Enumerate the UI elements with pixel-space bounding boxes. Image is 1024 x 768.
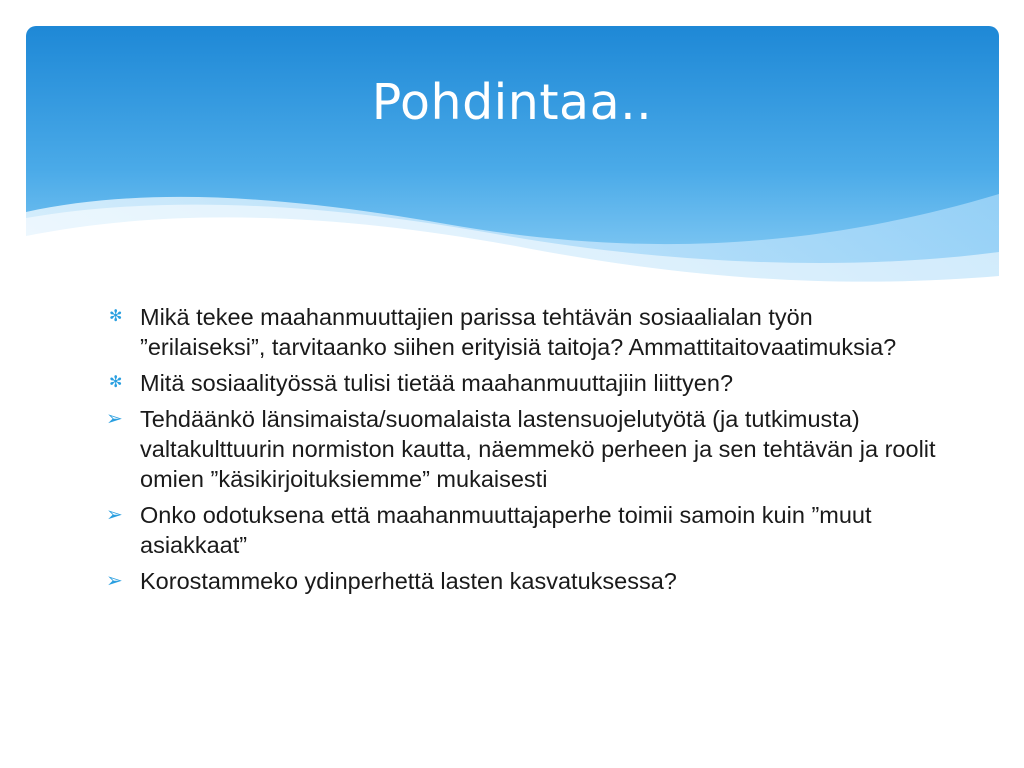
list-item [106, 404, 936, 494]
list-item [106, 302, 936, 362]
list-item [106, 566, 936, 596]
star-icon: ✻ [109, 374, 123, 391]
list-item [106, 368, 936, 398]
arrow-icon: ➢ [106, 408, 123, 430]
bullet-text: Tehdäänkö länsimaista/suomalaista lastensuojelutyötä (ja tutkimusta) valtakulttuurin normiston kautta, näemmekö perheen ja sen tehtävän ja roolit omien ”käsikirjoituksiemme” mukaisesti [140, 406, 936, 492]
arrow-icon: ➢ [106, 570, 123, 592]
bullet-text: Onko odotuksena että maahanmuuttajaperhe toimii samoin kuin ”muut asiakkaat” [140, 502, 872, 558]
arrow-icon: ➢ [106, 504, 123, 526]
bullet-list [106, 302, 936, 602]
header-banner [26, 26, 999, 286]
wave-background [26, 26, 999, 286]
list-item [106, 500, 936, 560]
star-icon: ✻ [109, 308, 123, 325]
bullet-text: Mikä tekee maahanmuuttajien parissa tehtävän sosiaalialan työn ”erilaiseksi”, tarvitaanko siihen erityisiä taitoja? Ammattitaitovaatimuksia? [140, 304, 897, 360]
bullet-text: Korostammeko ydinperhettä lasten kasvatuksessa? [140, 568, 677, 594]
bullet-text: Mitä sosiaalityössä tulisi tietää maahanmuuttajiin liittyen? [140, 370, 734, 396]
slide-title: Pohdintaa.. [371, 74, 653, 131]
